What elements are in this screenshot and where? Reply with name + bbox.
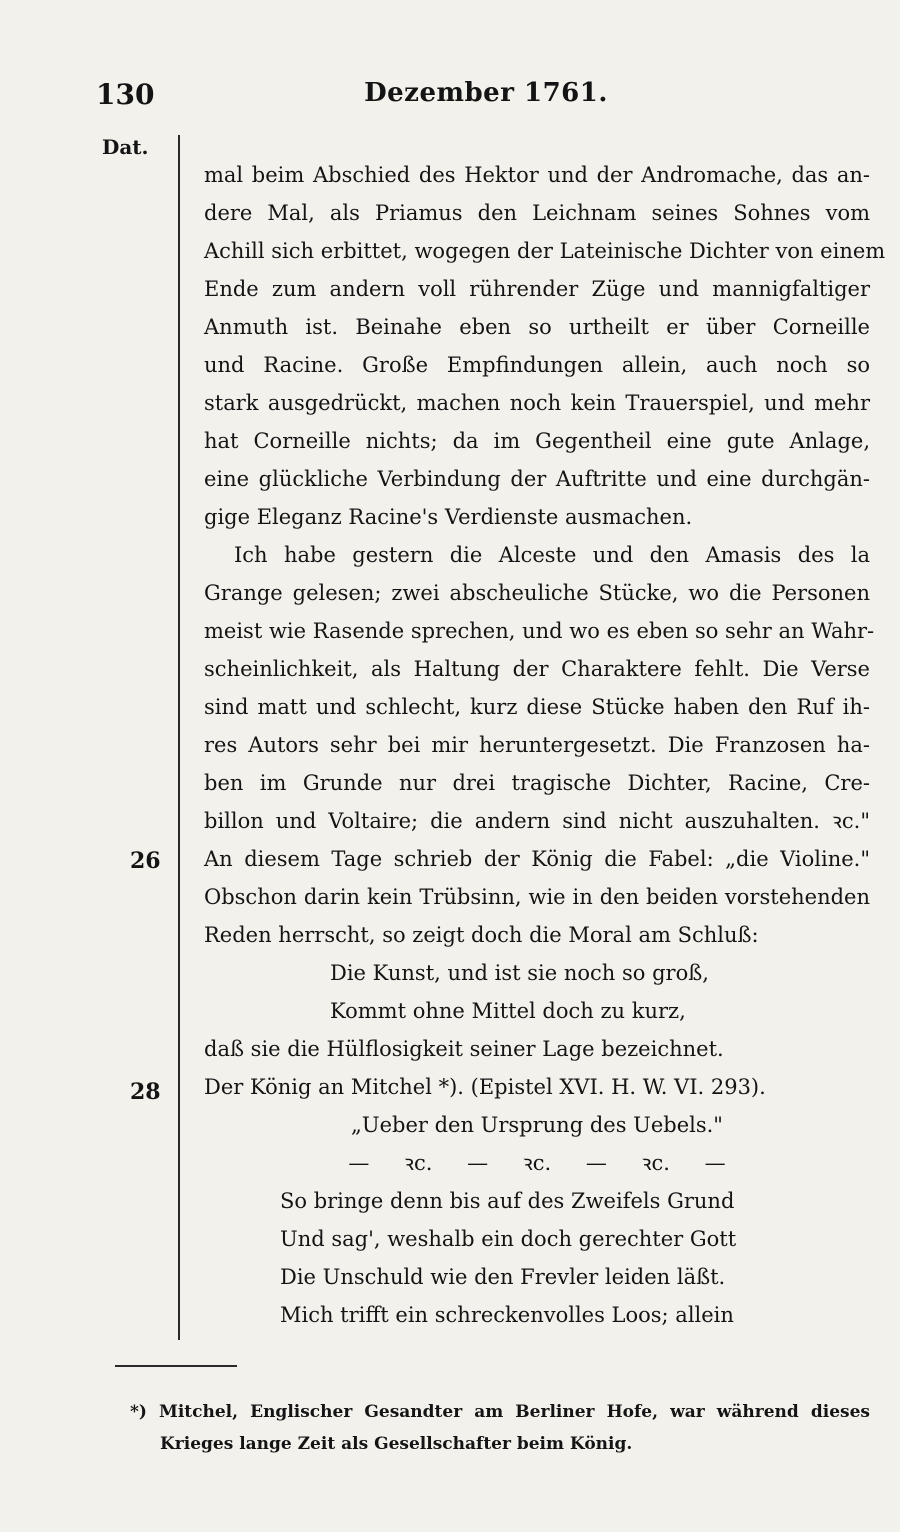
verse-line: Kommt ohne Mittel doch zu kurz,: [330, 999, 686, 1023]
text-line: sind matt und schlecht, kurz diese Stücke haben den Ruf ih-: [204, 695, 870, 719]
verse-line: Und sag', weshalb ein doch gerechter Gott: [280, 1227, 737, 1251]
text-line: scheinlichkeit, als Haltung der Charaktere fehlt. Die Verse: [204, 657, 870, 681]
ellipsis-line: — ꝛc. — ꝛc. — ꝛc. —: [348, 1151, 726, 1175]
footnote-line: *) Mitchel, Englischer Gesandter am Berliner Hofe, war während dieses: [130, 1402, 870, 1422]
text-line: stark ausgedrückt, machen noch kein Trauerspiel, und mehr: [204, 391, 870, 415]
text-line: dere Mal, als Priamus den Leichnam seines Sohnes vom: [204, 201, 870, 225]
text-line: daß sie die Hülflosigkeit seiner Lage bezeichnet.: [204, 1037, 724, 1061]
verse-line: Die Unschuld wie den Frevler leiden läßt.: [280, 1265, 726, 1289]
text-line: eine glückliche Verbindung der Auftritte und eine durchgän-: [204, 467, 870, 491]
page-number: 130: [96, 78, 155, 111]
footnote-rule: [115, 1365, 237, 1367]
text-line: Obschon darin kein Trübsinn, wie in den beiden vorstehenden: [204, 885, 870, 909]
running-head: Dezember 1761.: [364, 78, 608, 108]
footnote-line: Krieges lange Zeit als Gesellschafter beim König.: [160, 1434, 633, 1454]
text-line: An diesem Tage schrieb der König die Fabel: „die Violine.": [204, 847, 870, 871]
text-line: gige Eleganz Racine's Verdienste ausmachen.: [204, 505, 693, 529]
page-header: [96, 78, 876, 118]
text-line: mal beim Abschied des Hektor und der Andromache, das an-: [204, 163, 870, 187]
date-marker-26: 26: [130, 848, 161, 874]
text-line: hat Corneille nichts; da im Gegentheil eine gute Anlage,: [204, 429, 870, 453]
text-line: Der König an Mitchel *). (Epistel XVI. H. W. VI. 293).: [204, 1075, 766, 1099]
text-line: ben im Grunde nur drei tragische Dichter, Racine, Cre-: [204, 771, 870, 795]
poem-title: „Ueber den Ursprung des Uebels.": [351, 1113, 723, 1137]
date-column-label: Dat.: [102, 135, 149, 159]
text-line: Reden herrscht, so zeigt doch die Moral am Schluß:: [204, 923, 759, 947]
text-line: Achill sich erbittet, wogegen der Lateinische Dichter von einem: [204, 239, 886, 263]
text-line: und Racine. Große Empfindungen allein, auch noch so: [204, 353, 870, 377]
text-line: meist wie Rasende sprechen, und wo es eben so sehr an Wahr-: [204, 619, 875, 643]
margin-rule: [178, 135, 180, 1340]
text-line: Ich habe gestern die Alceste und den Amasis des la: [234, 543, 870, 567]
text-line: Ende zum andern voll rührender Züge und mannigfaltiger: [204, 277, 870, 301]
text-line: Grange gelesen; zwei abscheuliche Stücke, wo die Personen: [204, 581, 870, 605]
date-marker-28: 28: [130, 1079, 161, 1105]
text-line: res Autors sehr bei mir heruntergesetzt. Die Franzosen ha-: [204, 733, 870, 757]
text-line: Anmuth ist. Beinahe eben so urtheilt er über Corneille: [204, 315, 870, 339]
verse-line: Mich trifft ein schreckenvolles Loos; allein: [280, 1303, 734, 1327]
text-line: billon und Voltaire; die andern sind nicht auszuhalten. ꝛc.": [204, 809, 870, 833]
verse-line: Die Kunst, und ist sie noch so groß,: [330, 961, 709, 985]
verse-line: So bringe denn bis auf des Zweifels Grund: [280, 1189, 735, 1213]
